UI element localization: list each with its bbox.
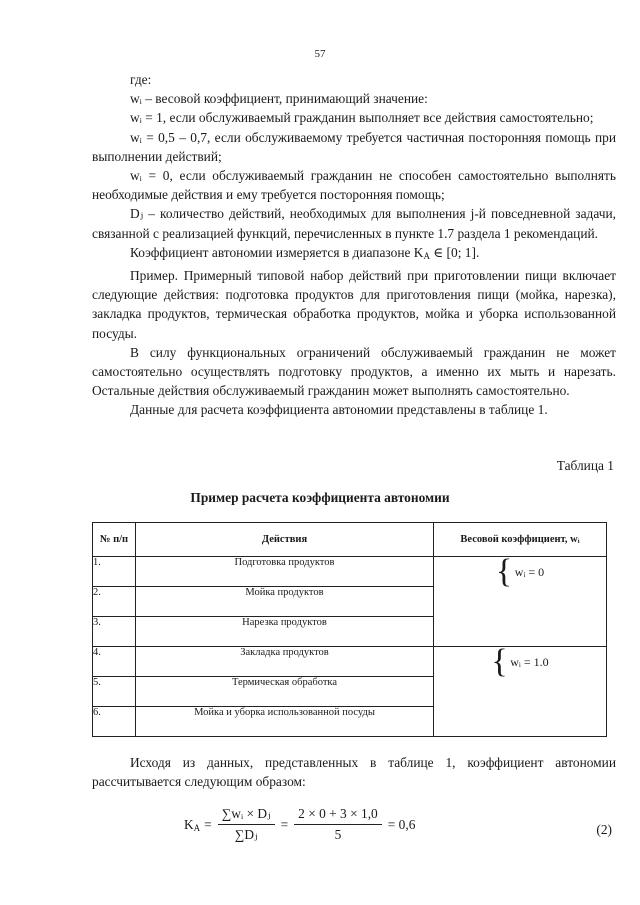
coef-group-2: { wᵢ = 1.0: [434, 647, 607, 737]
after-table-paragraph: Исходя из данных, представленных в таблице 1, коэффициент автономии рассчитывается следующим образом:: [92, 755, 616, 790]
formula-eq: =: [204, 816, 212, 832]
dj-definition: Dⱼ – количество действий, необходимых для выполнения j-й повседневной задачи, связанной с реализацией функций, перечисленных в пункте 1.7 раздела 1 рекомендаций.: [92, 206, 616, 241]
table-header-row: [93, 523, 607, 557]
table-row: 6. Мойка и уборка использованной посуды: [93, 707, 607, 737]
autonomy-table: [92, 522, 607, 737]
limitation-paragraph: В силу функциональных ограничений обслуживаемый гражданин не может самостоятельно осуществлять подготовку продуктов, а именно их мыть и нарезать. Остальные действия обслуживаемый гражданин может выполнять самостоятельно.: [92, 344, 616, 399]
formula-lhs: $K_A$: [184, 816, 201, 833]
table-row: 4. Закладка продуктов { wᵢ = 1.0: [93, 647, 607, 677]
brace-icon: {: [491, 643, 508, 680]
example-paragraph: Пример. Примерный типовой набор действий при приготовлении пищи включает следующие действия: подготовка продуктов для приготовления пищи (мойка, нарезка), закладка продуктов, термическая обработка продуктов, мойка и уборка использованной посуды.: [92, 268, 616, 341]
range-statement: Коэффициент автономии измеряется в диапазоне $K_A$ ∈ [0; 1].: [130, 244, 480, 261]
table-caption: Таблица 1: [556, 458, 614, 473]
wi-definition: wᵢ – весовой коэффициент, принимающий значение:: [130, 91, 428, 107]
equation-number: (2): [596, 822, 612, 837]
wi-partial: wᵢ = 0,5 – 0,7, если обслуживаемому требуется частичная посторонняя помощь при выполнении действий;: [92, 129, 616, 164]
table-row: 5. Термическая обработка: [93, 677, 607, 707]
table-reference: Данные для расчета коэффициента автономии представлены в таблице 1.: [130, 402, 548, 418]
formula-fraction-2: $\frac{2 \times 0 + 3 \times 1,0}{5}$: [294, 806, 382, 843]
formula-result: = 0,6: [387, 816, 416, 832]
header-action: Действия: [136, 523, 434, 557]
formula: [184, 806, 415, 843]
table-row: 3. Нарезка продуктов: [93, 617, 607, 647]
formula-eq-2: =: [280, 816, 289, 832]
coef-group-1: { wᵢ = 0: [434, 557, 607, 647]
table-title: Пример расчета коэффициента автономии: [190, 490, 450, 505]
wi-one: wᵢ = 1, если обслуживаемый гражданин выполняет все действия самостоятельно;: [130, 110, 594, 126]
wi-zero: wᵢ = 0, если обслуживаемый гражданин не способен самостоятельно выполнять необходимые действия и ему требуется посторонняя помощь;: [92, 168, 616, 203]
formula-fraction-1: $\frac{\text{∑wᵢ × Dⱼ}}{\text{∑Dⱼ}}$: [218, 806, 275, 843]
table-row: 1. Подготовка продуктов { wᵢ = 0: [93, 557, 607, 587]
table-row: 2. Мойка продуктов: [93, 587, 607, 617]
page-number: 57: [314, 48, 326, 60]
where-label: где:: [130, 72, 152, 87]
header-coef: Весовой коэффициент, wᵢ: [434, 523, 607, 557]
body-text: [92, 70, 616, 420]
header-num: № п/п: [93, 523, 136, 557]
brace-icon: {: [495, 553, 513, 590]
